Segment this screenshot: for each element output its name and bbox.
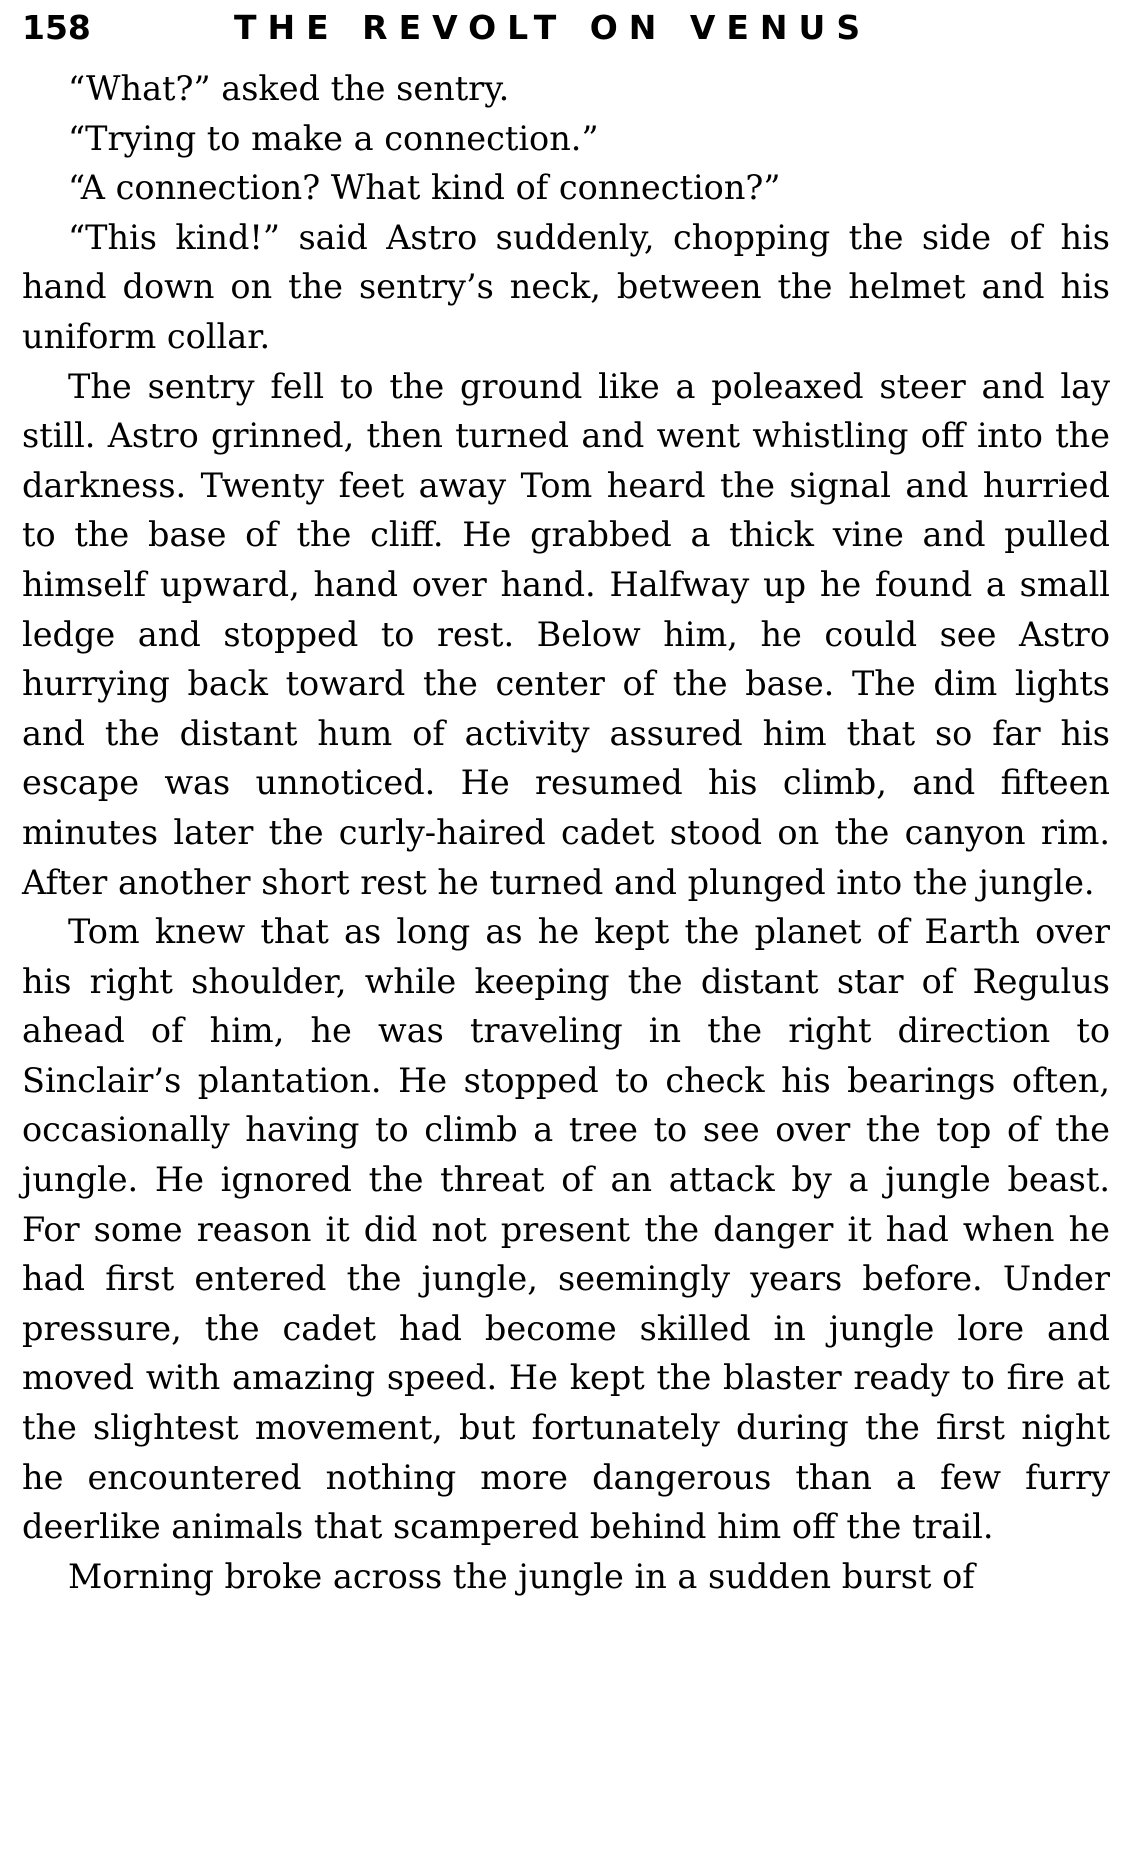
paragraph: “A connection? What kind of connection?” — [68, 168, 781, 208]
page-number: 158 — [22, 8, 91, 47]
paragraph: Tom knew that as long as he kept the planet of Earth over his right shoulder, while keeping the distant star of Regulus ahead of him, he was traveling in the right direction to Sinclair’s plantation. He stopped to check his bearings often, occasionally having to climb a tree to see over the top of the jungle. He ignored the threat of an attack by a jungle beast. For some reason it did not present the danger it had when he had first entered the jungle, seemingly years before. Under pressure, the cadet had become skilled in jungle lore and moved with amazing speed. He kept the blaster ready to fire at the slightest movement, but fortunately during the first night he encountered nothing more dangerous than a few furry deerlike animals that scampered behind him off the trail. — [22, 912, 1110, 1547]
running-head — [22, 8, 1110, 64]
paragraph: Morning broke across the jungle in a sudden burst of — [68, 1556, 975, 1596]
body-text — [22, 64, 1110, 1601]
paragraph: “Trying to make a connection.” — [68, 118, 599, 158]
book-page — [22, 8, 1110, 1601]
paragraph: The sentry fell to the ground like a poleaxed steer and lay still. Astro grinned, then turned and went whistling off into the darkness. Twenty feet away Tom heard the signal and hurried to the base of the cliff. He grabbed a thick vine and pulled himself upward, hand over hand. Halfway up he found a small ledge and stopped to rest. Below him, he could see Astro hurrying back toward the center of the base. The dim lights and the distant hum of activity assured him that so far his escape was unnoticed. He resumed his climb, and fifteen minutes later the curly-haired cadet stood on the canyon rim. After another short rest he turned and plunged into the jungle. — [22, 366, 1110, 902]
paragraph: “What?” asked the sentry. — [68, 69, 510, 108]
paragraph: “This kind!” said Astro suddenly, chopping the side of his hand down on the sentry’s neck, between the helmet and his uniform collar. — [22, 217, 1110, 356]
running-title: THE REVOLT ON VENUS — [234, 8, 872, 47]
